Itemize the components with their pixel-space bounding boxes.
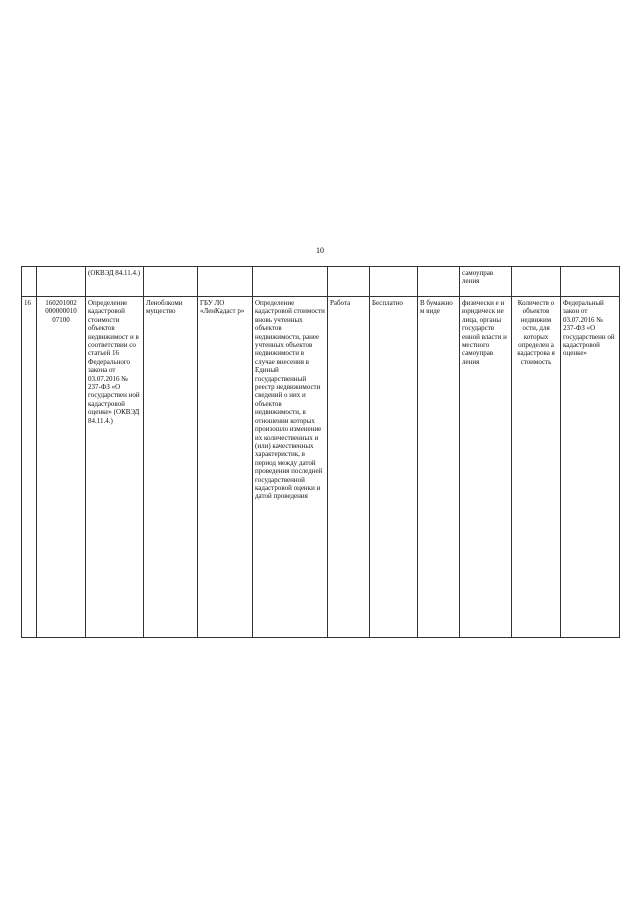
cell-indicator: Количеств о объектов недвижим ости, для которых определен а кадастрова я стоимость (512, 297, 561, 638)
cell-indicator (512, 267, 561, 297)
cell-registry-code: 160201002 000000010 07100 (37, 297, 86, 638)
cell-content (253, 267, 328, 297)
cell-legal-basis (561, 267, 620, 297)
cell-registry-code (37, 267, 86, 297)
cell-form (418, 267, 460, 297)
services-registry-table (21, 266, 620, 638)
cell-row-number (22, 267, 37, 297)
cell-authority (144, 267, 198, 297)
cell-content: Определение кадастровой стоимости вновь учтенных объектов недвижимости, ранее учтенных объектов недвижимости в случае внесения в Единый государственный реестр недвижимости сведений о них и объектов недвижимости, в отношении которых произошло изменение их количественных и (или) качественных характеристик, в период между датой проведения последней государственной кадастровой оценки и датой проведения (253, 297, 328, 638)
cell-type: Работа (328, 297, 370, 638)
cell-authority: Леноблкоми мущество (144, 297, 198, 638)
table-row (22, 267, 620, 297)
cell-legal-basis: Федеральный закон от 03.07.2016 № 237-ФЗ «О государственн ой кадастровой оценке» (561, 297, 620, 638)
cell-executor (198, 267, 253, 297)
cell-service-name: (ОКВЭД 84.11.4.) (86, 267, 144, 297)
cell-type (328, 267, 370, 297)
cell-payment (370, 267, 418, 297)
table-row (22, 297, 620, 638)
cell-payment: Бесплатно (370, 297, 418, 638)
cell-row-number: 16 (22, 297, 37, 638)
cell-form: В бумажно м виде (418, 297, 460, 638)
cell-service-name: Определение кадастровой стоимости объектов недвижимост и в соответствии со статьей 16 Федерального закона от 03.07.2016 № 237-ФЗ «О государствен ной кадастровой оценке» (ОКВЭД 84.11.4.) (86, 297, 144, 638)
cell-consumers: самоуправ ления (460, 267, 512, 297)
cell-consumers: физически е и юридическ ие лица, органы государств енной власти и местного самоуправ ления (460, 297, 512, 638)
cell-executor: ГБУ ЛО «ЛенКадаст р» (198, 297, 253, 638)
page-number: 10 (316, 246, 324, 255)
